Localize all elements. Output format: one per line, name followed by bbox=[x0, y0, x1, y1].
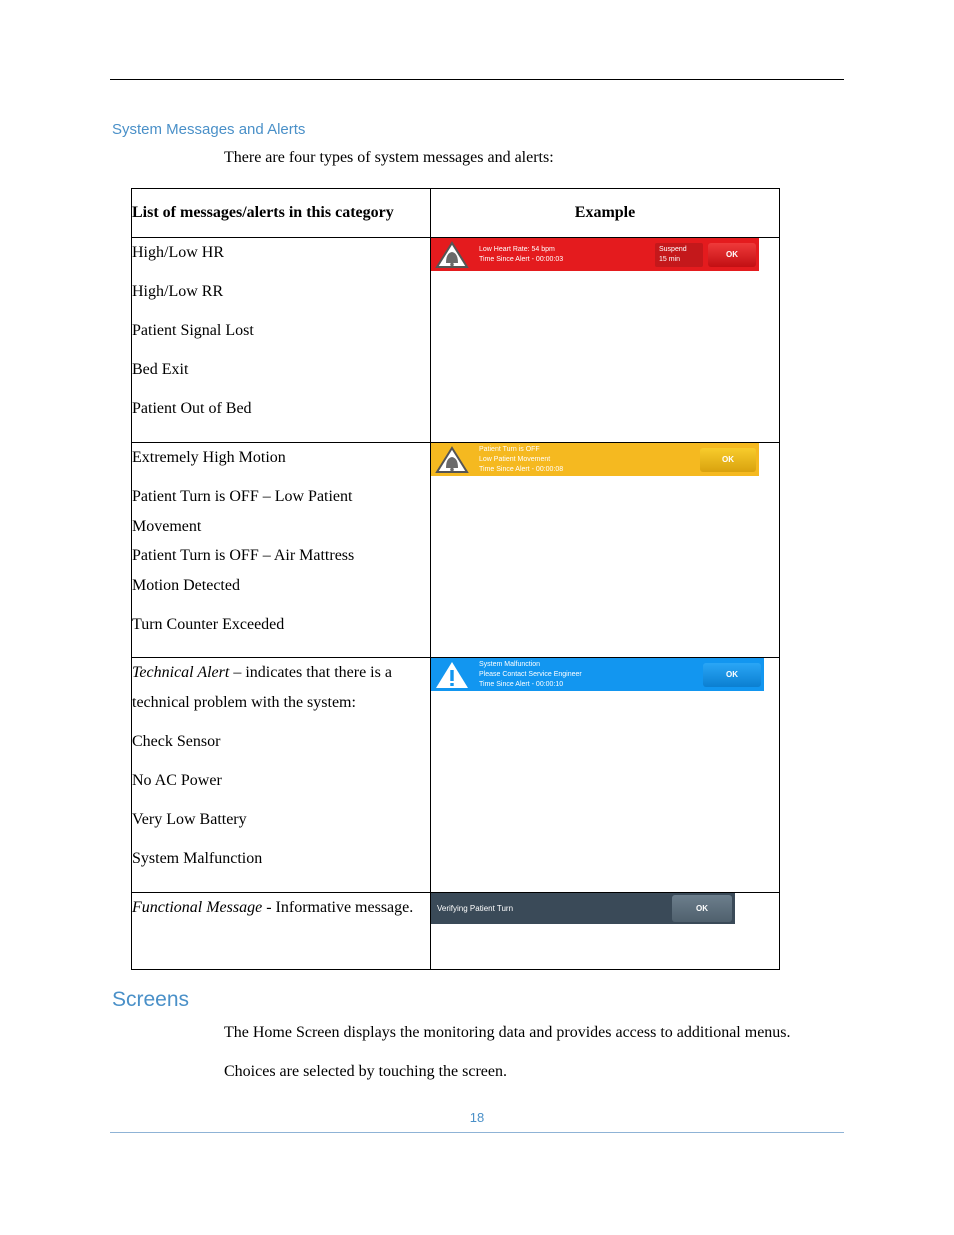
alert-subtitle: Low Patient Movement bbox=[479, 455, 551, 463]
alert-texts bbox=[473, 245, 655, 265]
table-row bbox=[132, 238, 780, 443]
list-item: Turn Counter Exceeded bbox=[132, 615, 285, 633]
page-number: 18 bbox=[469, 1110, 485, 1125]
footer-rule bbox=[110, 1132, 844, 1133]
list-item: Patient Turn is OFF – Air Mattress bbox=[132, 547, 355, 564]
blue-alert-banner bbox=[431, 658, 764, 691]
alert-texts bbox=[473, 660, 703, 690]
technical-alert-description bbox=[132, 658, 430, 717]
alert-title: Low Heart Rate: 54 bpm bbox=[479, 245, 555, 253]
list-item: Bed Exit bbox=[132, 361, 189, 378]
paragraph: The Home Screen displays the monitoring data and provides access to additional menus. bbox=[224, 1024, 791, 1041]
paragraph: Choices are selected by touching the screen. bbox=[224, 1063, 507, 1080]
section-heading: System Messages and Alerts bbox=[112, 121, 306, 138]
functional-message-banner bbox=[431, 893, 735, 924]
alert-time: Time Since Alert - 00:00:03 bbox=[479, 255, 564, 263]
bell-icon bbox=[431, 443, 473, 476]
functional-message-term: Functional Message bbox=[132, 899, 263, 916]
functional-message-description bbox=[132, 893, 430, 923]
ok-button[interactable]: OK bbox=[708, 243, 756, 267]
table-row bbox=[132, 893, 780, 970]
functional-message-text: - Informative message. bbox=[262, 899, 414, 916]
header-example: Example bbox=[431, 189, 780, 238]
list-item: Movement bbox=[132, 517, 202, 535]
table-header-row bbox=[132, 189, 780, 238]
warning-triangle-icon bbox=[431, 658, 473, 691]
alert-subtitle: Please Contact Service Engineer bbox=[479, 670, 582, 678]
message-text: Verifying Patient Turn bbox=[437, 903, 514, 913]
ok-button[interactable]: OK bbox=[672, 895, 732, 922]
list-item: Patient Signal Lost bbox=[132, 322, 254, 339]
example-cell bbox=[431, 658, 780, 893]
list-item: Patient Out of Bed bbox=[132, 400, 252, 417]
example-cell bbox=[431, 443, 780, 658]
example-cell bbox=[431, 893, 780, 970]
table-row bbox=[132, 658, 780, 893]
alert-title: Patient Turn is OFF bbox=[479, 445, 540, 453]
suspend-button[interactable] bbox=[655, 243, 703, 267]
list-item: Motion Detected bbox=[132, 576, 240, 594]
bell-icon bbox=[431, 238, 473, 271]
list-item: High/Low HR bbox=[132, 244, 224, 261]
alert-list-cell bbox=[132, 238, 431, 443]
list-item: Very Low Battery bbox=[132, 810, 247, 828]
suspend-duration: 15 min bbox=[659, 255, 681, 263]
table-row bbox=[132, 443, 780, 658]
list-item: High/Low RR bbox=[132, 283, 224, 300]
alert-time: Time Since Alert - 00:00:10 bbox=[479, 680, 564, 688]
technical-alert-term: Technical Alert bbox=[132, 664, 230, 681]
alert-time: Time Since Alert - 00:00:08 bbox=[479, 465, 564, 473]
alert-list-cell bbox=[132, 443, 431, 658]
list-item: Patient Turn is OFF – Low Patient bbox=[132, 488, 353, 505]
yellow-alert-banner bbox=[431, 443, 759, 476]
technical-alert-text: – indicates that there is a technical problem with the system: bbox=[132, 664, 392, 711]
example-cell bbox=[431, 238, 780, 443]
alerts-table bbox=[131, 188, 780, 970]
list-item: No AC Power bbox=[132, 771, 222, 789]
ok-button[interactable]: OK bbox=[700, 448, 756, 472]
list-item: Check Sensor bbox=[132, 732, 221, 750]
alert-texts bbox=[473, 445, 700, 475]
list-item: System Malfunction bbox=[132, 849, 263, 867]
screens-heading: Screens bbox=[112, 988, 190, 1011]
list-item: Extremely High Motion bbox=[132, 449, 286, 466]
header-rule bbox=[110, 79, 844, 80]
ok-button[interactable]: OK bbox=[703, 663, 761, 687]
alert-list-cell bbox=[132, 658, 431, 893]
alert-list-cell bbox=[132, 893, 431, 970]
intro-text: There are four types of system messages and alerts: bbox=[224, 149, 554, 166]
header-list: List of messages/alerts in this category bbox=[132, 189, 431, 238]
alert-title: System Malfunction bbox=[479, 660, 541, 668]
red-alert-banner bbox=[431, 238, 759, 271]
suspend-label: Suspend bbox=[659, 245, 687, 253]
